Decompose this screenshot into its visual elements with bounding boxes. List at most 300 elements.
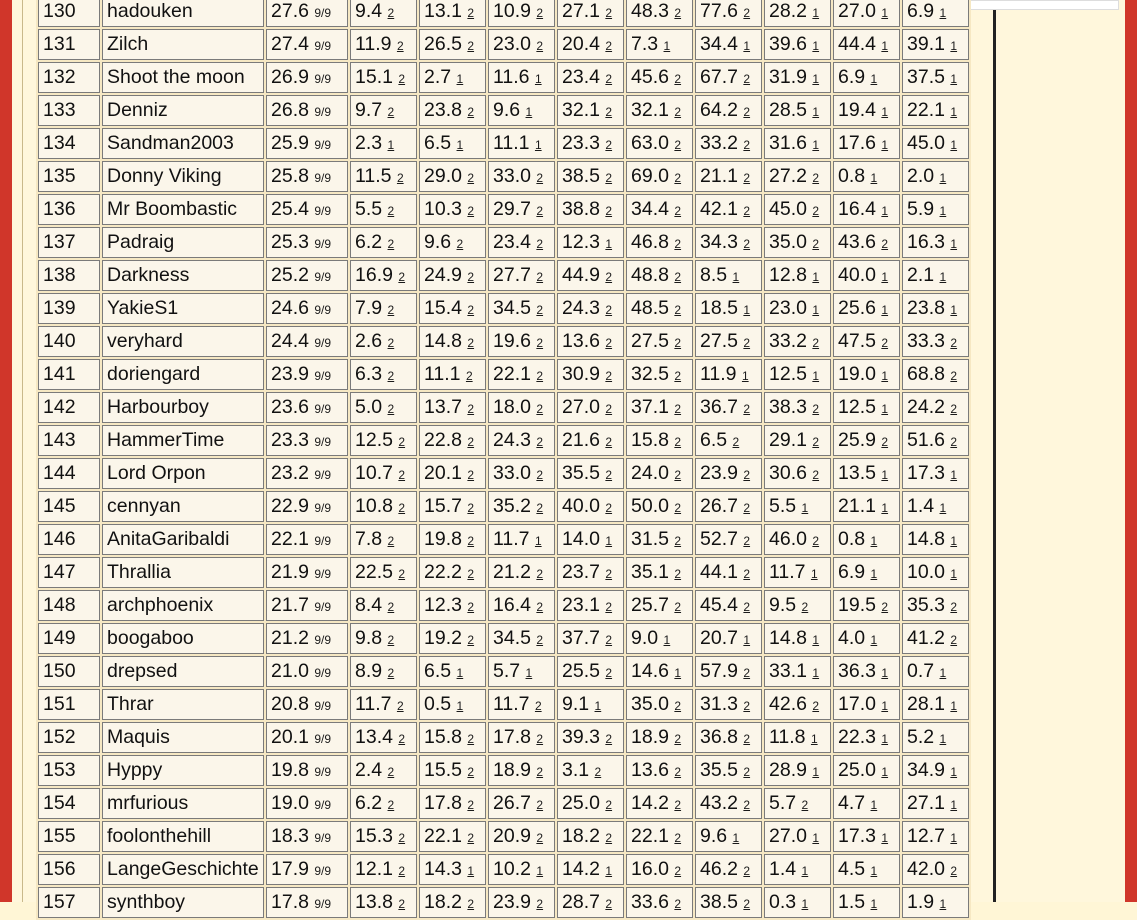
round-detail-link[interactable]: 2 xyxy=(536,501,544,515)
round-detail-link[interactable]: 2 xyxy=(674,138,682,152)
round-detail-link[interactable]: 2 xyxy=(534,699,542,713)
round-detail-link[interactable]: 2 xyxy=(387,666,395,680)
round-detail-link[interactable]: 1 xyxy=(939,666,947,680)
round-detail-link[interactable]: 2 xyxy=(605,270,613,284)
round-detail-link[interactable]: 2 xyxy=(674,468,682,482)
round-detail-link[interactable]: 1 xyxy=(456,666,464,680)
rank-cell: 133 xyxy=(38,95,100,126)
round-detail-link[interactable]: 2 xyxy=(465,369,473,383)
round-detail-link[interactable]: 2 xyxy=(536,633,544,647)
round-detail-link[interactable]: 2 xyxy=(536,468,544,482)
round-detail-link[interactable]: 2 xyxy=(398,567,406,581)
round-detail-link[interactable]: 2 xyxy=(674,402,682,416)
round-detail-link[interactable]: 1 xyxy=(801,864,809,878)
round-detail-link[interactable]: 1 xyxy=(525,105,533,119)
round-detail-link[interactable]: 1 xyxy=(732,831,740,845)
round-detail-link[interactable]: 1 xyxy=(870,534,878,548)
round-detail-link[interactable]: 2 xyxy=(594,765,602,779)
round-detail-link[interactable]: 2 xyxy=(536,303,544,317)
round-detail-link[interactable]: 2 xyxy=(605,336,613,350)
round-detail-link[interactable]: 1 xyxy=(881,369,889,383)
round-detail-link[interactable]: 2 xyxy=(467,303,475,317)
round-score-cell xyxy=(488,656,555,687)
round-score-cell xyxy=(626,260,693,291)
round-detail-link[interactable]: 2 xyxy=(743,798,751,812)
round-detail-link[interactable]: 1 xyxy=(939,897,947,911)
round-detail-link[interactable]: 1 xyxy=(387,138,395,152)
round-score-cell xyxy=(557,590,624,621)
round-score-value: 34.5 xyxy=(493,627,531,649)
round-detail-link[interactable]: 1 xyxy=(743,303,751,317)
round-detail-link[interactable]: 2 xyxy=(732,435,740,449)
round-detail-link[interactable]: 1 xyxy=(939,171,947,185)
round-score-cell xyxy=(833,755,900,786)
round-detail-link[interactable]: 1 xyxy=(881,204,889,218)
round-detail-link[interactable]: 1 xyxy=(812,72,820,86)
round-detail-link[interactable]: 1 xyxy=(881,105,889,119)
round-detail-link[interactable]: 2 xyxy=(743,501,751,515)
round-detail-link[interactable]: 2 xyxy=(812,699,820,713)
round-detail-link[interactable]: 2 xyxy=(812,534,820,548)
round-detail-link[interactable]: 1 xyxy=(870,633,878,647)
round-detail-link[interactable]: 2 xyxy=(743,666,751,680)
round-detail-link[interactable]: 2 xyxy=(950,864,958,878)
round-score-cell xyxy=(695,689,762,720)
round-detail-link[interactable]: 2 xyxy=(881,435,889,449)
round-detail-link[interactable]: 1 xyxy=(950,798,958,812)
round-detail-link[interactable]: 2 xyxy=(467,204,475,218)
round-detail-link[interactable]: 2 xyxy=(605,732,613,746)
round-detail-link[interactable]: 2 xyxy=(743,864,751,878)
round-detail-link[interactable]: 2 xyxy=(743,402,751,416)
round-detail-link[interactable]: 2 xyxy=(743,237,751,251)
round-detail-link[interactable]: 2 xyxy=(387,105,395,119)
round-detail-link[interactable]: 2 xyxy=(605,369,613,383)
round-detail-link[interactable]: 1 xyxy=(939,270,947,284)
round-detail-link[interactable]: 2 xyxy=(605,171,613,185)
round-score-value: 38.8 xyxy=(562,198,600,220)
round-detail-link[interactable]: 2 xyxy=(536,435,544,449)
round-score-cell xyxy=(488,161,555,192)
round-detail-link[interactable]: 2 xyxy=(467,534,475,548)
round-detail-link[interactable]: 2 xyxy=(743,699,751,713)
round-detail-link[interactable]: 2 xyxy=(387,204,395,218)
round-detail-link[interactable]: 1 xyxy=(950,534,958,548)
round-detail-link[interactable]: 2 xyxy=(950,369,958,383)
round-detail-link[interactable]: 2 xyxy=(467,732,475,746)
round-detail-link[interactable]: 1 xyxy=(812,138,820,152)
round-detail-link[interactable]: 2 xyxy=(605,633,613,647)
round-detail-link[interactable]: 1 xyxy=(870,798,878,812)
round-detail-link[interactable]: 2 xyxy=(387,765,395,779)
round-detail-link[interactable]: 1 xyxy=(812,831,820,845)
round-detail-link[interactable]: 1 xyxy=(881,501,889,515)
round-detail-link[interactable]: 1 xyxy=(870,72,878,86)
round-detail-link[interactable]: 1 xyxy=(939,204,947,218)
round-detail-link[interactable]: 1 xyxy=(456,699,464,713)
round-detail-link[interactable]: 2 xyxy=(812,204,820,218)
round-detail-link[interactable]: 2 xyxy=(605,831,613,845)
round-detail-link[interactable]: 2 xyxy=(950,402,958,416)
round-detail-link[interactable]: 2 xyxy=(881,600,889,614)
round-detail-link[interactable]: 2 xyxy=(398,468,406,482)
round-detail-link[interactable]: 2 xyxy=(467,765,475,779)
round-detail-link[interactable]: 1 xyxy=(881,666,889,680)
round-detail-link[interactable]: 2 xyxy=(674,765,682,779)
round-detail-link[interactable]: 1 xyxy=(950,567,958,581)
round-detail-link[interactable]: 2 xyxy=(467,336,475,350)
round-detail-link[interactable]: 2 xyxy=(605,39,613,53)
round-detail-link[interactable]: 1 xyxy=(881,138,889,152)
round-detail-link[interactable]: 1 xyxy=(812,270,820,284)
round-detail-link[interactable]: 2 xyxy=(812,237,820,251)
round-detail-link[interactable]: 1 xyxy=(536,864,544,878)
table-row xyxy=(38,326,969,357)
round-detail-link[interactable]: 2 xyxy=(605,138,613,152)
round-detail-link[interactable]: 1 xyxy=(939,6,947,20)
round-detail-link[interactable]: 2 xyxy=(743,105,751,119)
round-detail-link[interactable]: 2 xyxy=(950,336,958,350)
round-detail-link[interactable]: 2 xyxy=(674,897,682,911)
round-detail-link[interactable]: 2 xyxy=(605,897,613,911)
round-detail-link[interactable]: 2 xyxy=(387,534,395,548)
round-detail-link[interactable]: 1 xyxy=(456,138,464,152)
round-detail-link[interactable]: 1 xyxy=(881,732,889,746)
round-detail-link[interactable]: 2 xyxy=(950,435,958,449)
round-detail-link[interactable]: 2 xyxy=(605,666,613,680)
round-detail-link[interactable]: 2 xyxy=(467,39,475,53)
round-detail-link[interactable]: 2 xyxy=(396,171,404,185)
round-detail-link[interactable]: 1 xyxy=(881,699,889,713)
round-detail-link[interactable]: 2 xyxy=(812,336,820,350)
round-detail-link[interactable]: 2 xyxy=(605,468,613,482)
round-detail-link[interactable]: 1 xyxy=(743,633,751,647)
round-detail-link[interactable]: 2 xyxy=(881,336,889,350)
round-detail-link[interactable]: 2 xyxy=(467,567,475,581)
round-detail-link[interactable]: 2 xyxy=(674,534,682,548)
round-detail-link[interactable]: 1 xyxy=(525,666,533,680)
round-detail-link[interactable]: 2 xyxy=(674,501,682,515)
round-detail-link[interactable]: 2 xyxy=(674,435,682,449)
round-detail-link[interactable]: 1 xyxy=(881,6,889,20)
round-detail-link[interactable]: 1 xyxy=(812,39,820,53)
round-detail-link[interactable]: 1 xyxy=(881,468,889,482)
round-score-value: 13.6 xyxy=(562,330,600,352)
round-detail-link[interactable]: 2 xyxy=(674,336,682,350)
round-detail-link[interactable]: 1 xyxy=(467,864,475,878)
round-detail-link[interactable]: 2 xyxy=(387,798,395,812)
round-score-cell xyxy=(833,95,900,126)
round-detail-link[interactable]: 2 xyxy=(605,105,613,119)
round-detail-link[interactable]: 2 xyxy=(743,897,751,911)
round-detail-link[interactable]: 2 xyxy=(605,402,613,416)
round-detail-link[interactable]: 2 xyxy=(881,237,889,251)
round-detail-link[interactable]: 1 xyxy=(950,468,958,482)
round-score-value: 16.9 xyxy=(355,264,393,286)
round-detail-link[interactable]: 1 xyxy=(950,831,958,845)
round-detail-link[interactable]: 2 xyxy=(387,600,395,614)
round-detail-link[interactable]: 2 xyxy=(743,204,751,218)
round-detail-link[interactable]: 1 xyxy=(950,303,958,317)
round-detail-link[interactable]: 2 xyxy=(812,171,820,185)
round-detail-link[interactable]: 1 xyxy=(456,72,464,86)
round-detail-link[interactable]: 1 xyxy=(812,765,820,779)
round-detail-link[interactable]: 2 xyxy=(467,501,475,515)
rounds-played-fraction: 9/9 xyxy=(314,303,332,317)
round-detail-link[interactable]: 2 xyxy=(743,6,751,20)
round-score-cell xyxy=(764,788,831,819)
round-score-value: 5.9 xyxy=(907,198,935,220)
round-detail-link[interactable]: 2 xyxy=(398,270,406,284)
round-score-cell xyxy=(419,62,486,93)
round-detail-link[interactable]: 1 xyxy=(810,567,818,581)
round-detail-link[interactable]: 2 xyxy=(387,303,395,317)
round-score-value: 13.1 xyxy=(424,0,462,22)
round-detail-link[interactable]: 1 xyxy=(534,138,542,152)
round-detail-link[interactable]: 1 xyxy=(810,732,818,746)
round-detail-link[interactable]: 1 xyxy=(881,303,889,317)
round-score-cell xyxy=(419,29,486,60)
round-detail-link[interactable]: 2 xyxy=(398,501,406,515)
round-detail-link[interactable]: 2 xyxy=(467,600,475,614)
rounds-played-fraction: 9/9 xyxy=(314,831,332,845)
round-detail-link[interactable]: 2 xyxy=(467,6,475,20)
round-detail-link[interactable]: 2 xyxy=(605,798,613,812)
round-detail-link[interactable]: 1 xyxy=(950,105,958,119)
round-detail-link[interactable]: 2 xyxy=(743,468,751,482)
round-detail-link[interactable]: 2 xyxy=(467,468,475,482)
round-detail-link[interactable]: 2 xyxy=(398,435,406,449)
round-detail-link[interactable]: 1 xyxy=(881,402,889,416)
round-detail-link[interactable]: 2 xyxy=(605,567,613,581)
round-detail-link[interactable]: 2 xyxy=(387,633,395,647)
round-detail-link[interactable]: 2 xyxy=(605,501,613,515)
round-detail-link[interactable]: 2 xyxy=(605,600,613,614)
round-detail-link[interactable]: 2 xyxy=(467,402,475,416)
round-detail-link[interactable]: 2 xyxy=(812,402,820,416)
round-score-cell xyxy=(626,62,693,93)
round-detail-link[interactable]: 2 xyxy=(398,72,406,86)
round-detail-link[interactable]: 1 xyxy=(870,864,878,878)
round-detail-link[interactable]: 1 xyxy=(881,831,889,845)
round-detail-link[interactable]: 2 xyxy=(743,171,751,185)
round-score-value: 21.6 xyxy=(562,429,600,451)
round-detail-link[interactable]: 2 xyxy=(536,171,544,185)
round-detail-link[interactable]: 2 xyxy=(467,798,475,812)
round-score-value: 47.5 xyxy=(838,330,876,352)
round-score-cell xyxy=(695,887,762,918)
round-detail-link[interactable]: 2 xyxy=(467,435,475,449)
round-score-cell xyxy=(350,590,417,621)
round-detail-link[interactable]: 2 xyxy=(674,798,682,812)
round-detail-link[interactable]: 2 xyxy=(674,699,682,713)
round-detail-link[interactable]: 2 xyxy=(743,138,751,152)
round-detail-link[interactable]: 2 xyxy=(387,369,395,383)
round-detail-link[interactable]: 2 xyxy=(674,600,682,614)
round-detail-link[interactable]: 2 xyxy=(801,600,809,614)
round-detail-link[interactable]: 1 xyxy=(950,138,958,152)
round-detail-link[interactable]: 2 xyxy=(743,732,751,746)
round-detail-link[interactable]: 2 xyxy=(396,39,404,53)
round-detail-link[interactable]: 2 xyxy=(812,468,820,482)
round-detail-link[interactable]: 1 xyxy=(812,369,820,383)
round-score-cell xyxy=(902,29,969,60)
round-detail-link[interactable]: 2 xyxy=(467,171,475,185)
round-detail-link[interactable]: 2 xyxy=(536,369,544,383)
round-detail-link[interactable]: 2 xyxy=(674,270,682,284)
round-detail-link[interactable]: 2 xyxy=(674,237,682,251)
round-detail-link[interactable]: 2 xyxy=(743,72,751,86)
round-detail-link[interactable]: 2 xyxy=(536,39,544,53)
total-score-cell xyxy=(266,788,348,819)
round-score-cell xyxy=(833,128,900,159)
round-detail-link[interactable]: 2 xyxy=(387,336,395,350)
round-detail-link[interactable]: 2 xyxy=(536,237,544,251)
round-detail-link[interactable]: 1 xyxy=(812,633,820,647)
round-detail-link[interactable]: 2 xyxy=(743,336,751,350)
round-detail-link[interactable]: 1 xyxy=(950,72,958,86)
round-detail-link[interactable]: 1 xyxy=(743,39,751,53)
round-detail-link[interactable]: 2 xyxy=(398,831,406,845)
round-detail-link[interactable]: 1 xyxy=(870,171,878,185)
round-detail-link[interactable]: 1 xyxy=(950,237,958,251)
round-detail-link[interactable]: 2 xyxy=(536,336,544,350)
round-detail-link[interactable]: 2 xyxy=(674,204,682,218)
round-detail-link[interactable]: 2 xyxy=(605,204,613,218)
round-detail-link[interactable]: 1 xyxy=(605,864,613,878)
round-detail-link[interactable]: 2 xyxy=(536,6,544,20)
round-detail-link[interactable]: 1 xyxy=(674,666,682,680)
round-detail-link[interactable]: 1 xyxy=(534,72,542,86)
round-detail-link[interactable]: 1 xyxy=(950,699,958,713)
round-detail-link[interactable]: 1 xyxy=(950,39,958,53)
round-score-value: 11.6 xyxy=(493,66,530,88)
round-detail-link[interactable]: 2 xyxy=(743,765,751,779)
round-detail-link[interactable]: 1 xyxy=(741,369,749,383)
round-detail-link[interactable]: 2 xyxy=(536,567,544,581)
round-detail-link[interactable]: 1 xyxy=(594,699,602,713)
round-detail-link[interactable]: 2 xyxy=(467,633,475,647)
round-detail-link[interactable]: 1 xyxy=(812,105,820,119)
round-score-value: 42.1 xyxy=(700,198,738,220)
round-detail-link[interactable]: 2 xyxy=(456,237,464,251)
round-detail-link[interactable]: 2 xyxy=(467,831,475,845)
total-score-value: 25.3 xyxy=(271,231,309,253)
round-detail-link[interactable]: 2 xyxy=(398,732,406,746)
round-score-value: 16.0 xyxy=(631,858,669,880)
round-detail-link[interactable]: 2 xyxy=(674,732,682,746)
round-detail-link[interactable]: 2 xyxy=(605,72,613,86)
round-detail-link[interactable]: 1 xyxy=(663,39,671,53)
round-score-cell xyxy=(902,0,969,27)
round-detail-link[interactable]: 2 xyxy=(536,600,544,614)
round-score-value: 33.2 xyxy=(769,330,807,352)
round-detail-link[interactable]: 2 xyxy=(536,270,544,284)
round-score-value: 50.0 xyxy=(631,495,669,517)
round-detail-link[interactable]: 2 xyxy=(605,303,613,317)
round-detail-link[interactable]: 1 xyxy=(534,534,542,548)
round-detail-link[interactable]: 2 xyxy=(536,402,544,416)
round-detail-link[interactable]: 2 xyxy=(950,633,958,647)
round-detail-link[interactable]: 1 xyxy=(881,765,889,779)
round-detail-link[interactable]: 2 xyxy=(536,831,544,845)
round-detail-link[interactable]: 2 xyxy=(536,204,544,218)
round-detail-link[interactable]: 2 xyxy=(743,567,751,581)
round-detail-link[interactable]: 1 xyxy=(950,765,958,779)
round-detail-link[interactable]: 2 xyxy=(674,6,682,20)
round-detail-link[interactable]: 1 xyxy=(812,666,820,680)
round-detail-link[interactable]: 1 xyxy=(881,39,889,53)
round-detail-link[interactable]: 2 xyxy=(743,600,751,614)
round-detail-link[interactable]: 2 xyxy=(536,897,544,911)
total-score-cell xyxy=(266,887,348,918)
round-detail-link[interactable]: 1 xyxy=(605,237,613,251)
round-score-value: 30.9 xyxy=(562,363,600,385)
round-detail-link[interactable]: 2 xyxy=(467,270,475,284)
round-detail-link[interactable]: 1 xyxy=(801,897,809,911)
round-detail-link[interactable]: 2 xyxy=(467,105,475,119)
round-detail-link[interactable]: 2 xyxy=(605,435,613,449)
round-detail-link[interactable]: 1 xyxy=(801,501,809,515)
round-detail-link[interactable]: 2 xyxy=(467,897,475,911)
round-detail-link[interactable]: 2 xyxy=(674,72,682,86)
round-score-cell xyxy=(764,29,831,60)
round-detail-link[interactable]: 1 xyxy=(732,270,740,284)
round-detail-link[interactable]: 2 xyxy=(387,237,395,251)
round-detail-link[interactable]: 1 xyxy=(870,567,878,581)
round-detail-link[interactable]: 2 xyxy=(674,105,682,119)
round-detail-link[interactable]: 2 xyxy=(743,534,751,548)
round-detail-link[interactable]: 2 xyxy=(674,567,682,581)
round-score-value: 24.3 xyxy=(562,297,600,319)
round-score-value: 12.5 xyxy=(769,363,807,385)
round-detail-link[interactable]: 2 xyxy=(674,369,682,383)
round-detail-link[interactable]: 1 xyxy=(939,732,947,746)
round-detail-link[interactable]: 2 xyxy=(801,798,809,812)
round-detail-link[interactable]: 2 xyxy=(398,864,406,878)
round-score-value: 22.1 xyxy=(631,825,669,847)
round-detail-link[interactable]: 1 xyxy=(812,6,820,20)
round-detail-link[interactable]: 2 xyxy=(536,798,544,812)
round-score-cell xyxy=(419,359,486,390)
round-detail-link[interactable]: 2 xyxy=(387,6,395,20)
round-detail-link[interactable]: 2 xyxy=(674,831,682,845)
round-detail-link[interactable]: 1 xyxy=(663,633,671,647)
round-detail-link[interactable]: 2 xyxy=(536,765,544,779)
round-score-value: 38.5 xyxy=(700,891,738,913)
round-detail-link[interactable]: 1 xyxy=(939,501,947,515)
round-detail-link[interactable]: 1 xyxy=(812,303,820,317)
round-detail-link[interactable]: 2 xyxy=(950,600,958,614)
round-score-value: 52.7 xyxy=(700,528,738,550)
round-detail-link[interactable]: 2 xyxy=(674,171,682,185)
round-score-value: 36.3 xyxy=(838,660,876,682)
round-detail-link[interactable]: 2 xyxy=(674,864,682,878)
round-detail-link[interactable]: 2 xyxy=(387,402,395,416)
round-detail-link[interactable]: 1 xyxy=(605,534,613,548)
round-detail-link[interactable]: 2 xyxy=(812,435,820,449)
round-detail-link[interactable]: 2 xyxy=(605,6,613,20)
round-detail-link[interactable]: 2 xyxy=(674,303,682,317)
round-detail-link[interactable]: 2 xyxy=(398,897,406,911)
round-detail-link[interactable]: 2 xyxy=(536,732,544,746)
rank-cell: 145 xyxy=(38,491,100,522)
round-detail-link[interactable]: 1 xyxy=(870,897,878,911)
round-score-value: 28.9 xyxy=(769,759,807,781)
round-score-cell xyxy=(557,227,624,258)
round-detail-link[interactable]: 1 xyxy=(881,270,889,284)
round-detail-link[interactable]: 2 xyxy=(396,699,404,713)
